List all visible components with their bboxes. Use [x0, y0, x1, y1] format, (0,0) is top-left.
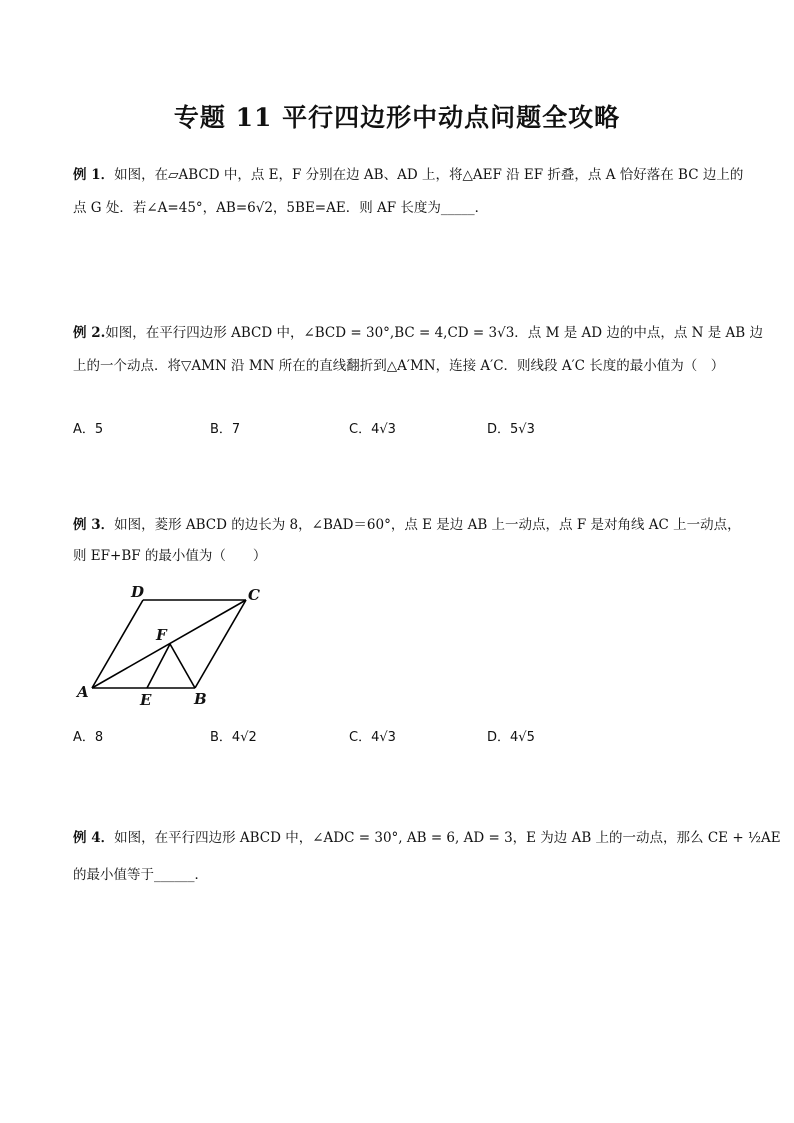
example-2-option-b: B．7 [210, 422, 241, 437]
vertex-label-a: A [77, 683, 89, 701]
example-3-option-a: A．8 [73, 730, 104, 745]
diagonal-ac [92, 600, 246, 688]
side-da [92, 600, 143, 688]
example-3-text-1: 如图，菱形 ABCD 的边长为 8，∠BAD＝60°，点 E 是边 AB 上一动点，点 F 是对角线 AC 上一动点， [114, 517, 741, 533]
side-bc [195, 600, 246, 688]
point-label-e: E [140, 691, 152, 709]
example-1-text-1: 如图，在▱ABCD 中，点 E，F 分别在边 AB、AD 上，将△AEF 沿 EF 折叠，点 A 恰好落在 BC 边上的 [114, 167, 744, 183]
example-2-label: 例 2. [73, 325, 106, 341]
example-3-line-2: 则 EF+BF 的最小值为（ ） [73, 548, 267, 564]
example-4-label: 例 4． [73, 830, 115, 846]
example-1-line-1 [73, 165, 743, 185]
page-title: 专题 11 平行四边形中动点问题全攻略 [173, 103, 621, 132]
rhombus-figure [70, 580, 270, 710]
example-3-label: 例 3． [73, 517, 115, 533]
example-2-option-a: A．5 [73, 422, 104, 437]
example-3-option-d: D．4√5 [487, 730, 535, 745]
example-2-option-c: C．4√3 [349, 422, 396, 437]
example-2-text-1: 如图，在平行四边形 ABCD 中，∠BCD = 30°,BC = 4,CD = 3√3．点 M 是 AD 边的中点，点 N 是 AB 边 [105, 325, 764, 341]
vertex-label-b: B [194, 690, 207, 708]
vertex-label-d: D [131, 583, 145, 601]
example-3-option-c: C．4√3 [349, 730, 396, 745]
example-2-line-1 [73, 323, 763, 343]
segment-bf [170, 644, 195, 688]
point-label-f: F [156, 626, 167, 644]
example-4-line-2: 的最小值等于______． [73, 867, 208, 883]
example-2-line-2: 上的一个动点．将▽AMN 沿 MN 所在的直线翻折到△A′MN，连接 A′C．则线段 A′C 长度的最小值为（ ） [73, 358, 725, 374]
example-3-option-b: B．4√2 [210, 730, 257, 745]
example-4-line-1 [73, 828, 781, 848]
example-2-option-d: D．5√3 [487, 422, 535, 437]
example-1-line-2: 点 G 处．若∠A=45°，AB=6√2，5BE=AE．则 AF 长度为_____． [73, 200, 489, 216]
example-1-label: 例 1． [73, 167, 115, 183]
example-4-text-1: 如图，在平行四边形 ABCD 中，∠ADC = 30°, AB = 6, AD = 3，E 为边 AB 上的一动点，那么 CE + ½AE [114, 830, 781, 846]
vertex-label-c: C [248, 586, 260, 604]
example-3-line-1 [73, 515, 741, 535]
